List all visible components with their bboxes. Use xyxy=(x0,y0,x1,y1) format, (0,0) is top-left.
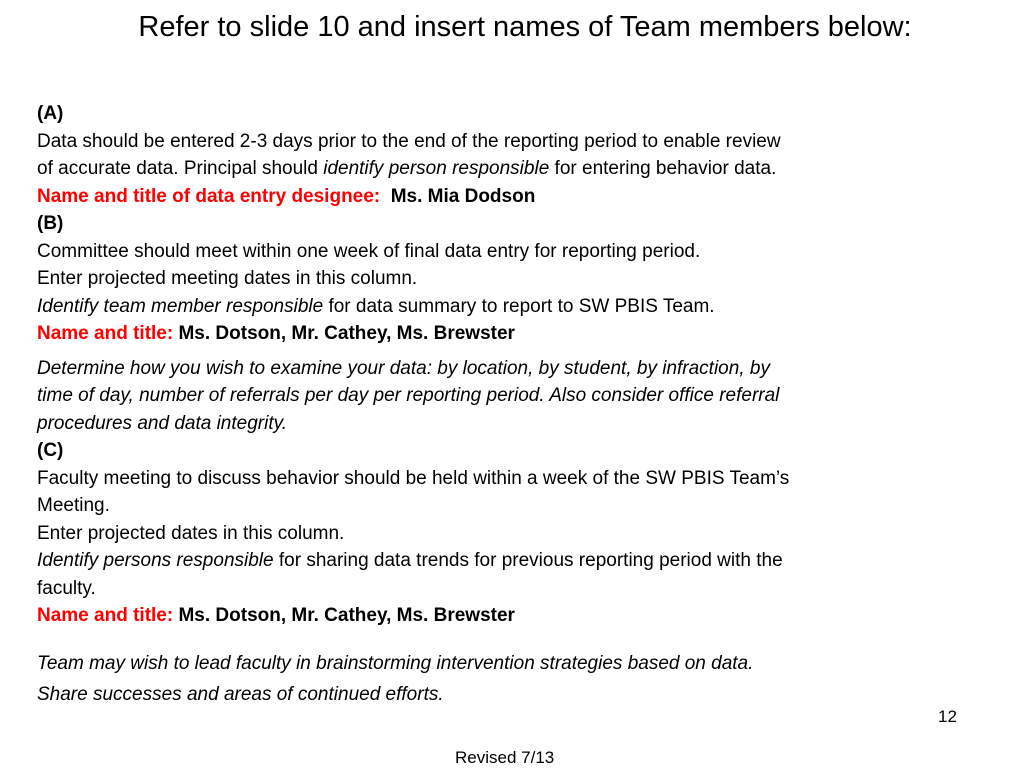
revised-note: Revised 7/13 xyxy=(455,748,555,767)
section-b-line-3-post: for data summary to report to SW PBIS Team. xyxy=(323,295,715,317)
section-c-line-2: Meeting. xyxy=(37,495,110,516)
section-c-line-4 xyxy=(37,547,957,575)
slide-body xyxy=(37,100,957,709)
section-c-line-5: faculty. xyxy=(37,577,96,599)
section-c-label: (C) xyxy=(37,440,64,461)
section-a-line-2-post: for entering behavior data. xyxy=(549,158,777,179)
slide-title: Refer to slide 10 and insert names of Team members below: xyxy=(138,11,912,43)
section-b-line-3-italic: Identify team member responsible xyxy=(37,295,324,317)
determine-line-3: procedures and data integrity. xyxy=(37,412,287,434)
spacer xyxy=(37,348,957,355)
section-a-line-2-italic: identify person responsible xyxy=(323,158,550,179)
section-a-line-2-pre: of accurate data. Principal should xyxy=(37,158,324,179)
section-b-name-row xyxy=(37,320,957,348)
page-number: 12 xyxy=(938,707,957,726)
closing-line-1: Team may wish to lead faculty in brainstorming intervention strategies based on data. xyxy=(37,652,754,674)
section-b-name-label: Name and title: xyxy=(37,323,174,344)
determine-line-2: time of day, number of referrals per day per reporting period. Also consider office referral xyxy=(37,385,780,406)
section-a-line-1: Data should be entered 2-3 days prior to the end of the reporting period to enable review xyxy=(37,130,781,152)
section-b-name-value: Ms. Dotson, Mr. Cathey, Ms. Brewster xyxy=(178,323,515,344)
section-b-label: (B) xyxy=(37,213,64,234)
section-a-label: (A) xyxy=(37,103,64,124)
section-b-line-2: Enter projected meeting dates in this column. xyxy=(37,268,418,289)
closing-line-2: Share successes and areas of continued efforts. xyxy=(37,684,444,705)
section-c-line-4-post: for sharing data trends for previous reporting period with the xyxy=(273,550,783,571)
section-c-name-label: Name and title: xyxy=(37,605,174,626)
section-a-name-value: Ms. Mia Dodson xyxy=(390,185,536,207)
section-a-name-row xyxy=(37,183,957,211)
section-c-name-value: Ms. Dotson, Mr. Cathey, Ms. Brewster xyxy=(178,605,515,626)
determine-line-1: Determine how you wish to examine your data: by location, by student, by infraction, by xyxy=(37,357,770,379)
section-c-line-3: Enter projected dates in this column. xyxy=(37,522,345,544)
section-a-line-2 xyxy=(37,155,957,183)
section-b-line-3 xyxy=(37,293,957,321)
section-c-name-row xyxy=(37,602,957,630)
section-b-line-1: Committee should meet within one week of final data entry for reporting period. xyxy=(37,240,701,262)
section-c-line-1: Faculty meeting to discuss behavior should be held within a week of the SW PBIS Team’s xyxy=(37,467,790,489)
section-c-line-4-italic: Identify persons responsible xyxy=(37,550,274,571)
section-a-name-label: Name and title of data entry designee: xyxy=(37,185,381,207)
spacer xyxy=(37,630,957,650)
